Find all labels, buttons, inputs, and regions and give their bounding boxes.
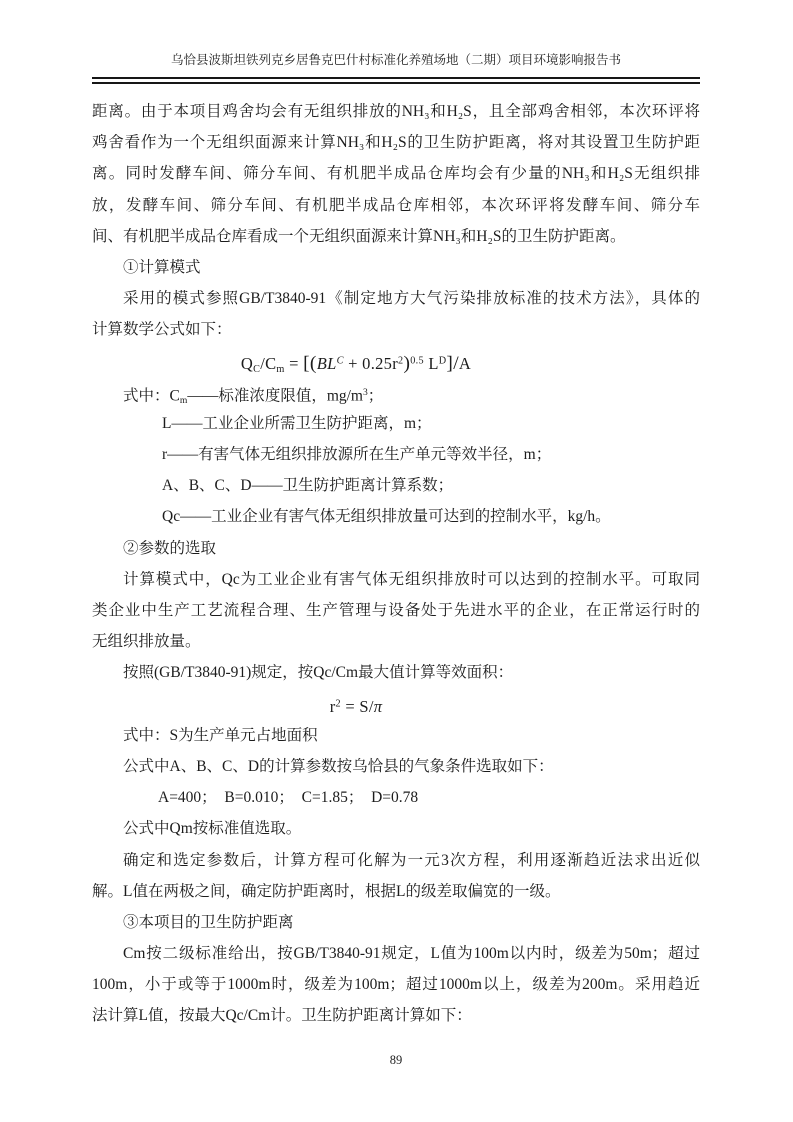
formula: $QC/Cm = [(BL^C + 0.25r^2)^{0.5}$ $L^D]/A$	[240, 353, 472, 376]
document-line: 100m，小于或等于1000m时，级差为100m；超过1000m以上，级差为200m。采用趋近	[92, 976, 700, 994]
document-line: 法计算L值，按最大Qc/Cm计。卫生防护距离计算如下：	[92, 1007, 472, 1025]
header-title: 乌恰县波斯坦铁列克乡居鲁克巴什村标准化养殖场地（二期）项目环境影响报告书	[170, 53, 621, 67]
document-line: 无组织排放量。	[92, 633, 201, 651]
document-line: 式中：Cm——标准浓度限值，$mg/m^3$；	[123, 386, 384, 406]
document-line: 公式中Qm按标准值选取。	[123, 820, 302, 838]
document-line: ②参数的选取	[123, 539, 217, 557]
document-line: 计算模式中，Qc为工业企业有害气体无组织排放时可以达到的控制水平。可取同	[123, 570, 700, 588]
document-line: 间、有机肥半成品仓库看成一个无组织面源来计算NH₃和H₂S的卫生防护距离。	[92, 227, 626, 245]
document-line: 解。L值在两极之间，确定防护距离时，根据L的级差取偏宽的一级。	[92, 882, 561, 900]
header-double-rule	[92, 77, 700, 84]
document-line: Qc——工业企业有害气体无组织排放量可达到的控制水平，kg/h。	[162, 508, 611, 526]
formula: $r^2 = S/\pi$	[329, 697, 383, 717]
document-line: A、B、C、D——卫生防护距离计算系数；	[162, 477, 454, 495]
document-line: 离。同时发酵车间、筛分车间、有机肥半成品仓库均会有少量的NH₃和H₂S无组织排	[92, 165, 700, 183]
document-line: Cm按二级标准给出，按GB/T3840-91规定，L值为100m以内时，级差为50m；超过	[123, 945, 700, 963]
document-line: A=400； B=0.010； C=1.85； D=0.78	[158, 789, 419, 807]
document-line: 类企业中生产工艺流程合理、生产管理与设备处于先进水平的企业，在正常运行时的	[92, 602, 700, 619]
document-body	[92, 96, 700, 1032]
document-line: 式中：S为生产单元占地面积	[123, 726, 318, 744]
document-line: r——有害气体无组织排放源所在生产单元等效半径，m；	[162, 446, 552, 464]
document-line: 距离。由于本项目鸡舍均会有无组织排放的NH₃和H₂S，且全部鸡舍相邻，本次环评将	[92, 103, 700, 120]
document-line: L——工业企业所需卫生防护距离，m；	[162, 414, 432, 432]
document-line: 采用的模式参照GB/T3840-91《制定地方大气污染排放标准的技术方法》，具体的	[123, 290, 700, 308]
document-line: 计算数学公式如下：	[92, 321, 232, 339]
page-number: 89	[389, 1053, 403, 1067]
document-line: 鸡舍看作为一个无组织面源来计算NH₃和H₂S的卫生防护距离，将对其设置卫生防护距	[92, 134, 700, 152]
document-line: ③本项目的卫生防护距离	[123, 913, 294, 931]
document-line: 确定和选定参数后，计算方程可化解为一元3次方程，利用逐渐趋近法求出近似	[123, 851, 700, 869]
document-line: 放，发酵车间、筛分车间、有机肥半成品仓库相邻，本次环评将发酵车间、筛分车	[92, 196, 700, 214]
document-line: 公式中A、B、C、D的计算参数按乌恰县的气象条件选取如下：	[123, 757, 554, 775]
document-line: ①计算模式	[123, 258, 201, 276]
document-line: 按照(GB/T3840-91)规定，按Qc/Cm最大值计算等效面积：	[123, 664, 514, 682]
